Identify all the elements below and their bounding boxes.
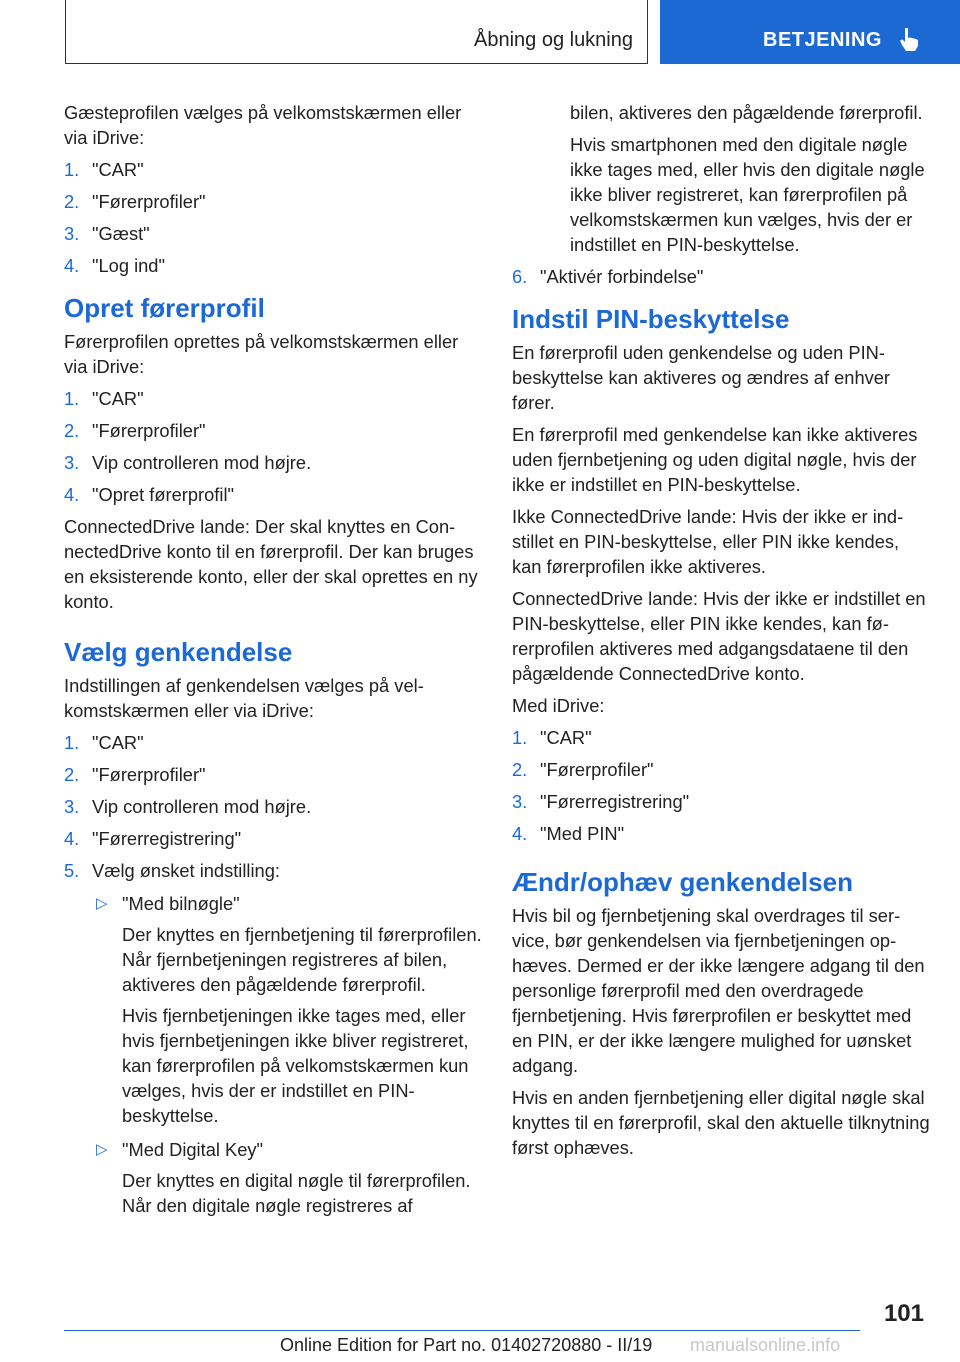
section-tab	[660, 0, 960, 64]
aendr-text-2: Hvis en anden fjernbetjening eller digital nøgle skal knyttes til en førerprofil, skal den aktuelle tilknytning først ophæves.	[512, 1087, 930, 1158]
list-item: 4. "Log ind"	[64, 255, 165, 276]
list-item: 4. "Førerregistrering"	[64, 828, 242, 849]
continued-sub-item: bilen, aktiveres den pågældende førerprofil. Hvis smartphonen med den digitale nøgle ikke tages med, eller hvis den digitale nøgle ikke bliver registreret, kan førerprofilen på velkomstskærmen kun vælges, hvis der er indstillet en PIN-beskyttelse.	[570, 102, 925, 255]
heading-vaelg: Vælg genkendelse	[64, 637, 293, 667]
guest-steps-list	[64, 157, 482, 278]
pin-text-3: Ikke ConnectedDrive lande: Hvis der ikke er indstillet en PIN-beskyttelse, eller PIN ikke kendes, kan førerprofilen ikke aktiveres.	[512, 506, 904, 577]
sub-item: ▷ "Med bilnøgle" Der knyttes en fjernbetjening til førerprofilen. Når fjernbetjeningen registreres af bilen, aktiveres den pågældende førerprofil. Hvis fjernbetjeningen ikke tages med, eller hvis fjernbetjeningen ikke bliver registreret, kan førerprofilen på velkomstskærmen kun vælges, hvis der er indstillet en PIN-beskyttelse.	[96, 893, 482, 1126]
sub-item: ▷ "Med Digital Key" Der knyttes en digital nøgle til førerprofilen. Når den digitale nøgle registreres af	[96, 1139, 471, 1216]
pin-text-2: En førerprofil med genkendelse kan ikke aktiveres uden fjernbetjening og uden digital nøgle, hvis der ikke er indstillet en PIN-beskyttelse.	[512, 424, 918, 495]
heading-aendr: Ændr/ophæv genkendelsen	[512, 867, 853, 897]
footer-edition: Online Edition for Part no. 01402720880 - II/19	[280, 1335, 653, 1355]
triangle-bullet-icon: ▷	[96, 895, 108, 912]
left-column	[64, 100, 482, 1227]
list-item: 1. "CAR"	[64, 732, 144, 753]
right-column	[512, 100, 930, 1167]
list-item: 1. "CAR"	[512, 727, 592, 748]
header-box	[65, 0, 648, 64]
list-item: 4. "Med PIN"	[512, 823, 625, 844]
triangle-bullet-icon: ▷	[96, 1141, 108, 1158]
list-item: 3. Vip controlleren mod højre.	[64, 452, 312, 473]
list-item: 4. "Opret førerprofil"	[64, 484, 234, 505]
list-item: 2. "Førerprofiler"	[64, 764, 206, 785]
list-item: 6. "Aktivér forbindelse"	[512, 266, 704, 287]
list-item: 1. "CAR"	[64, 159, 144, 180]
continued-steps-list	[512, 264, 930, 289]
list-item: 2. "Førerprofiler"	[64, 191, 206, 212]
hand-pointer-icon	[896, 25, 924, 53]
vaelg-steps-list	[64, 730, 482, 1218]
pin-text-5: Med iDrive:	[512, 695, 605, 716]
pin-steps-list	[512, 725, 930, 846]
page-number: 101	[883, 1300, 924, 1327]
aendr-text-1: Hvis bil og fjernbetjening skal overdrages til service, bør genkendelsen via fjernbetjeningen ophæves. Dermed er der ikke længere adgang til den personlige førerprofil med den overdragede fjernbetjening. Hvis førerprofilen er beskyttet med en PIN, er der ikke længere mulighed for uønsket adgang.	[512, 905, 925, 1076]
pin-text-1: En førerprofil uden genkendelse og uden PIN-beskyttelse kan aktiveres og ændres af enhver fører.	[512, 342, 891, 413]
list-item: 5. Vælg ønsket indstilling: ▷ "Med bilnøgle" Der knyttes en fjernbetjening til førerprofilen. Når fjernbetjeningen registreres af bilen, aktiveres den pågældende førerprofil. Hvis fjernbetjeningen ikke tages med, eller hvis fjernbetjeningen ikke bliver registreret, kan førerprofilen på velkomstskærmen kun vælges, hvis der er indstillet en PIN-beskyttelse. ▷ "Med Digital Key" Der knyttes en digital nøgle til førerprofilen. Når den digitale nøgle registreres af	[64, 860, 482, 1216]
footer-watermark: manualsonline.info	[690, 1335, 841, 1355]
heading-pin: Indstil PIN-beskyttelse	[512, 304, 790, 334]
guest-intro: Gæsteprofilen vælges på velkomstskærmen eller via iDrive:	[64, 102, 462, 148]
list-item: 2. "Førerprofiler"	[64, 420, 206, 441]
footer-divider	[64, 1330, 860, 1331]
section-label: BETJENING	[763, 29, 882, 51]
connected-text: ConnectedDrive lande: Der skal knyttes en ConnectedDrive konto til en førerprofil. Der kan bruges en eksisterende konto, eller der skal oprettes en ny konto.	[64, 516, 478, 612]
list-item: 2. "Førerprofiler"	[512, 759, 654, 780]
vaelg-text: Indstillingen af genkendelsen vælges på velkomstskærmen eller via iDrive:	[64, 675, 424, 721]
list-item: 3. Vip controlleren mod højre.	[64, 796, 312, 817]
opret-steps-list	[64, 386, 482, 507]
opret-text: Førerprofilen oprettes på velkomstskærmen eller via iDrive:	[64, 331, 459, 377]
page-header-title: Åbning og lukning	[473, 29, 633, 51]
heading-opret: Opret førerprofil	[64, 293, 265, 323]
option-sublist	[92, 891, 482, 1218]
pin-text-4: ConnectedDrive lande: Hvis der ikke er indstillet en PIN-beskyttelse, eller PIN ikke kendes, kan førerprofilen aktiveres med adgangsdataene til den pågældende ConnectedDrive konto.	[512, 588, 926, 684]
list-item: 3. "Førerregistrering"	[512, 791, 690, 812]
list-item: 1. "CAR"	[64, 388, 144, 409]
list-item: 3. "Gæst"	[64, 223, 150, 244]
